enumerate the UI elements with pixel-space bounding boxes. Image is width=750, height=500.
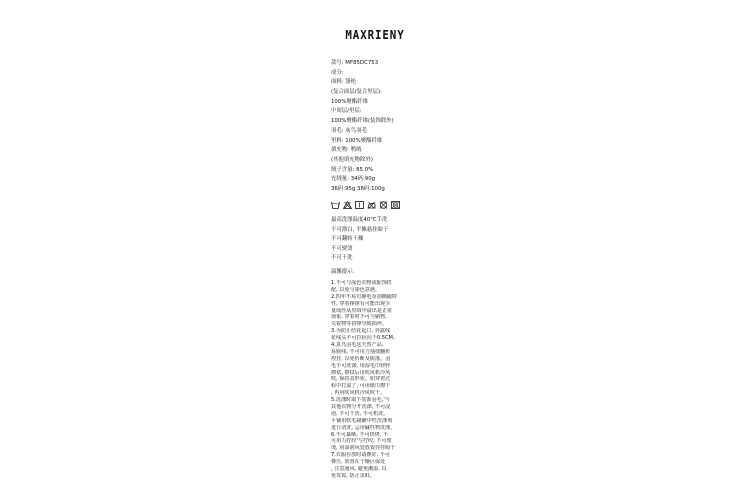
tip-line: 性, 穿着撑撑有可能出现少 xyxy=(331,300,391,307)
tip-line: 花线头不可拉扯向于0.5CM。 xyxy=(331,335,398,342)
tip-line: 平铺用软毛刷蘸中性洗涤剂 xyxy=(331,417,393,424)
tip-line: 现象, 穿着时不可与刷物, xyxy=(331,314,387,321)
spec-line: 填充物: 鸭绒 xyxy=(331,147,362,154)
spec-line: 100%聚酯纤维(装饰除外) xyxy=(331,118,394,125)
tip-line: , 再用吹风机冷风吹干。 xyxy=(331,390,386,397)
no-dry-clean-icon xyxy=(379,201,388,209)
no-tumble-dry-icon xyxy=(391,201,400,209)
specification-block xyxy=(331,59,423,195)
tip-line: 4.真鸟羽毛这天然产品, xyxy=(331,342,384,349)
tip-line: 进行清洗, 忌用碱性物洗涤。 xyxy=(331,424,396,431)
brand-logo: MAXRIENY xyxy=(345,28,405,42)
line-dry-icon xyxy=(355,201,364,209)
iron-low-icon xyxy=(367,201,376,209)
tip-line: 易脱线, 不可用力抽揉翻折 xyxy=(331,348,391,355)
wash-line: 不可熨烫 xyxy=(331,245,353,252)
spec-line: (其他填充物除外) xyxy=(331,156,373,163)
spec-line: 面料: 涤纶 xyxy=(331,79,357,86)
spec-line: 里料: 100%聚酯纤维 xyxy=(331,137,383,144)
tip-line: 尖锐物等挤撑导致损坏。 xyxy=(331,321,388,328)
spec-line: 羽毛: 灰鸟羽毛 xyxy=(331,127,367,134)
tip-line: 其他衣物分开洗涤, 不可浸 xyxy=(331,404,391,411)
tip-line: 捏挂, 以免折断及脱落。羽 xyxy=(331,355,391,362)
tip-line: 2.四年不易有静电及别撕随特 xyxy=(331,293,397,300)
tip-line: 5.洗涤时取下装饰羽毛,'与 xyxy=(331,397,390,404)
spec-line: 中间层/里层: xyxy=(331,108,362,115)
tip-line: 3.为防止结花起口, 外露线 xyxy=(331,328,391,335)
tip-line: 6.不可暴晒, 不可烘烤, 不 xyxy=(331,431,389,438)
care-symbols xyxy=(331,199,400,209)
tip-line: 烫, 用湿润风处放置挂挂晾干 xyxy=(331,445,396,452)
tip-line: 擦拭, 擦拭后用吹风机冷风 xyxy=(331,369,391,376)
spec-line: 36码:95g 38码:100g xyxy=(331,185,385,192)
tip-line: 叠压, 放置在干燥区保处 xyxy=(331,459,386,466)
tip-line: 吹, 保持其形状。如穿着过 xyxy=(331,376,391,383)
no-bleach-icon xyxy=(343,201,352,209)
tip-line: 1.不可与深色衣物或配饰搭 xyxy=(331,280,392,286)
spec-line: 款号: MF85DC753 xyxy=(331,60,379,66)
spec-line: 充绒量: 34码:90g xyxy=(331,176,376,183)
tip-line: 毛不可洗涤, 用湿毛巾轻轻 xyxy=(331,362,391,369)
tips-title: 温馨提示: xyxy=(331,269,355,275)
tip-line: 可用力拧绞'与拧绞, 不可熨 xyxy=(331,438,392,445)
spec-line: 100%聚酯纤维 xyxy=(331,98,368,105)
wash-40-icon xyxy=(331,201,340,209)
spec-line: (复合面层/复合里层): xyxy=(331,89,382,96)
wash-line: 最高洗涤温度40°C手洗 xyxy=(331,217,388,223)
tips-block xyxy=(331,280,411,480)
tip-line: 泡, 不可干洗, 不可机洗, xyxy=(331,410,385,417)
wash-instructions xyxy=(331,216,423,264)
wash-line: 不可干洗 xyxy=(331,255,353,261)
care-label xyxy=(325,18,425,500)
tip-line: 量绒丝从里绒中溢出是正常 xyxy=(331,307,393,314)
tip-line: 配, 以免与染色意遇。 xyxy=(331,286,381,293)
wash-line: 不可翻转干燥 xyxy=(331,236,364,242)
tip-line: 程中打湿了, 可用纸巾擦干 xyxy=(331,383,391,390)
tip-line: 免发霉, 防止虫蛀。 xyxy=(331,472,375,479)
wash-line: 不可漂白, 平摊悬挂晾干 xyxy=(331,226,389,233)
spec-line: 成分: xyxy=(331,69,344,76)
tip-line: , 注意通风, 避免潮湿, 以 xyxy=(331,466,387,473)
spec-line: 绒子含量: 85.0% xyxy=(331,166,374,173)
tip-line: 7.衣服存放时请叠好, 不可 xyxy=(331,452,391,459)
